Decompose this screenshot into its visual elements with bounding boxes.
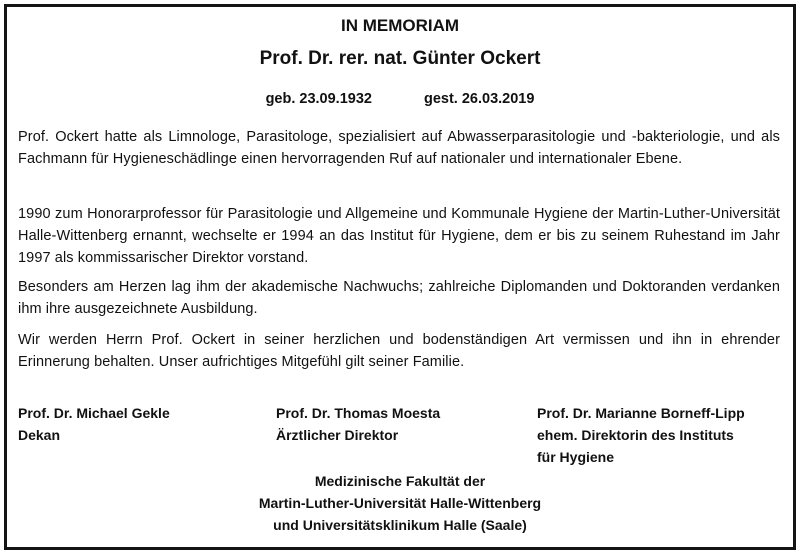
signatory-name: Prof. Dr. Marianne Borneff-Lipp [537,405,745,421]
signatory-medical-director [276,402,440,446]
heading: IN MEMORIAM [340,16,460,35]
footer-line-2: Martin-Luther-Universität Halle-Wittenberg [258,495,542,511]
institution-footer [0,470,800,536]
death-date: gest. 26.03.2019 [423,91,535,107]
life-dates [0,91,800,107]
signatory-role: Ärztlicher Direktor [276,427,399,443]
paragraph-3: Besonders am Herzen lag ihm der akademische Nachwuchs; zahlreiche Diplomanden und Doktoranden verdanken ihm ihre ausgezeichnete Ausbildung. [18,279,780,317]
paragraph-4: Wir werden Herrn Prof. Ockert in seiner herzlichen und bodenständigen Art vermissen und ihn in ehrender Erinnerung behalten. Unser aufrichtiges Mitgefühl gilt seiner Familie. [18,332,780,370]
signatory-role-continued: für Hygiene [537,449,615,465]
signatory-dean [18,402,170,446]
deceased-name: Prof. Dr. rer. nat. Günter Ockert [259,48,541,69]
signatory-role: Dekan [18,427,61,443]
footer-line-3: und Universitätsklinikum Halle (Saale) [273,517,527,533]
signatory-former-director [537,402,745,468]
signatory-name: Prof. Dr. Michael Gekle [18,405,170,421]
signatory-name: Prof. Dr. Thomas Moesta [276,405,441,421]
paragraph-1: Prof. Ockert hatte als Limnologe, Parasitologe, spezialisiert auf Abwasserparasitologie und -bakteriologie, und als Fachmann für Hygieneschädlinge einen hervorragenden Ruf auf nationaler und internationaler Ebene. [18,129,780,167]
signatory-role: ehem. Direktorin des Instituts [537,427,734,443]
paragraph-2: 1990 zum Honorarprofessor für Parasitologie und Allgemeine und Kommunale Hygiene der Martin-Luther-Universität Halle-Wittenberg ernannt, wechselte er 1994 an das Institut für Hygiene, dem er bis zu seinem Ruhestand im Jahr 1997 als kommissarischer Direktor vorstand. [18,206,780,266]
birth-date: geb. 23.09.1932 [265,91,372,107]
footer-line-1: Medizinische Fakultät der [314,473,486,489]
